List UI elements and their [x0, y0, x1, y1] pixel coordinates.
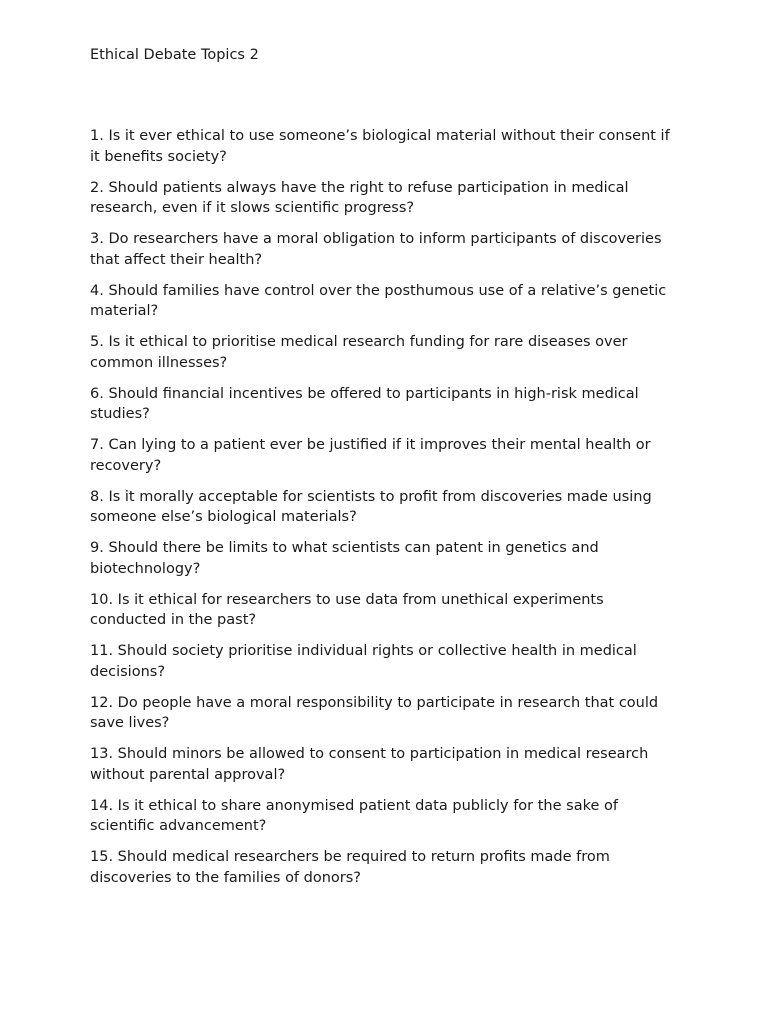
document-title: Ethical Debate Topics 2: [90, 47, 259, 63]
question-item: 13. Should minors be allowed to consent to participation in medical research without parental approval?: [90, 746, 649, 783]
question-item: 5. Is it ethical to prioritise medical research funding for rare diseases over common illnesses?: [90, 334, 628, 371]
question-item: 1. Is it ever ethical to use someone’s biological material without their consent if it benefits society?: [90, 128, 670, 165]
question-item: 15. Should medical researchers be required to return profits made from discoveries to the families of donors?: [90, 849, 610, 886]
question-item: 10. Is it ethical for researchers to use data from unethical experiments conducted in the past?: [90, 591, 604, 628]
question-item: 6. Should financial incentives be offered to participants in high-risk medical studies?: [90, 385, 639, 422]
question-item: 2. Should patients always have the right to refuse participation in medical research, even if it slows scientific progress?: [90, 179, 629, 216]
question-item: 11. Should society prioritise individual rights or collective health in medical decisions?: [90, 643, 637, 680]
question-item: 4. Should families have control over the posthumous use of a relative’s genetic material?: [90, 282, 667, 319]
question-item: 8. Is it morally acceptable for scientists to profit from discoveries made using someone else’s biological materials?: [90, 488, 652, 525]
question-list: [90, 126, 678, 888]
question-item: 7. Can lying to a patient ever be justified if it improves their mental health or recovery?: [90, 437, 651, 474]
question-item: 12. Do people have a moral responsibility to participate in research that could save lives?: [90, 694, 659, 731]
question-item: 9. Should there be limits to what scientists can patent in genetics and biotechnology?: [90, 540, 599, 577]
question-item: 3. Do researchers have a moral obligation to inform participants of discoveries that affect their health?: [90, 231, 662, 268]
question-item: 14. Is it ethical to share anonymised patient data publicly for the sake of scientific advancement?: [90, 797, 618, 834]
